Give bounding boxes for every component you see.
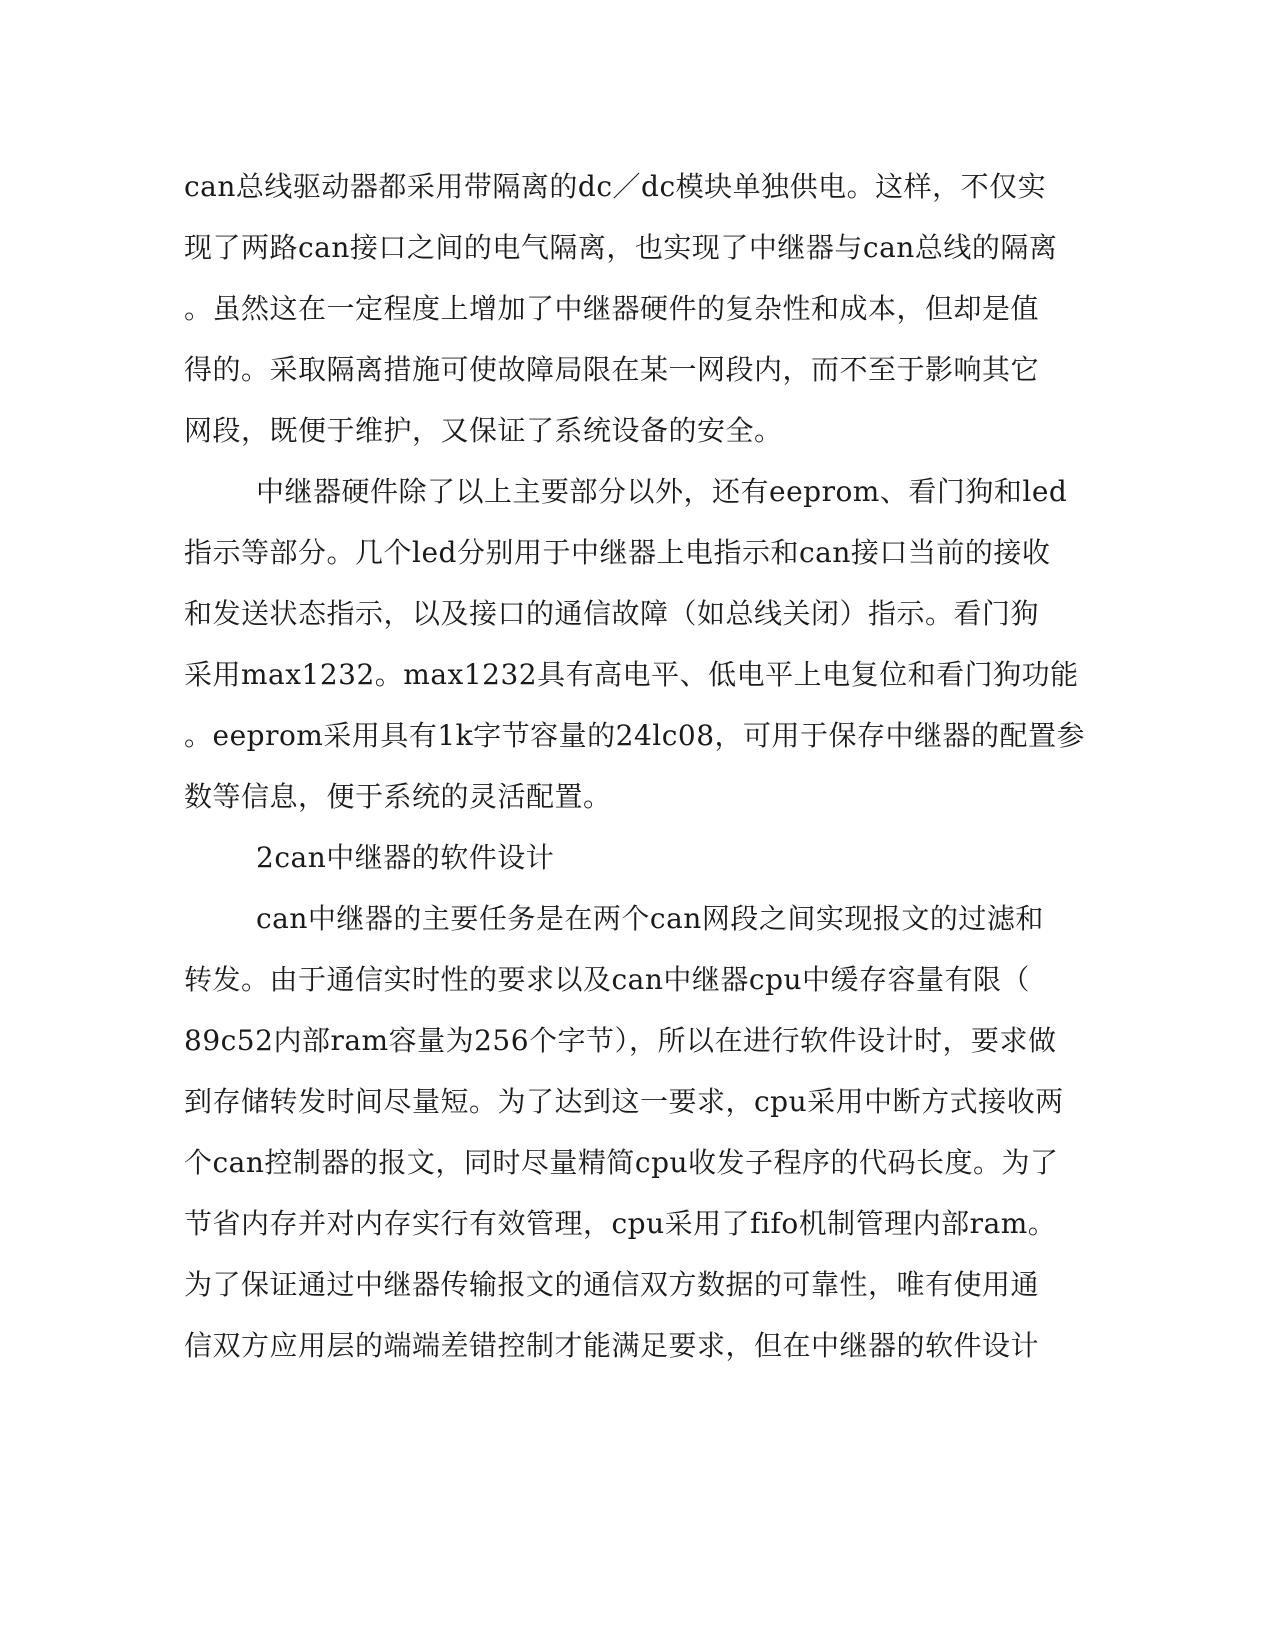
text-line: 采用max1232。max1232具有高电平、低电平上电复位和看门狗功能	[184, 658, 1079, 691]
text-line: 网段，既便于维护，又保证了系统设备的安全。	[184, 414, 783, 447]
text-line: 节省内存并对内存实行有效管理，cpu采用了fifo机制管理内部ram。	[184, 1207, 1057, 1240]
text-line: 到存储转发时间尽量短。为了达到这一要求，cpu采用中断方式接收两	[184, 1085, 1064, 1118]
text-line: 现了两路can接口之间的电气隔离，也实现了中继器与can总线的隔离	[184, 231, 1058, 264]
text-line: 得的。采取隔离措施可使故障局限在某一网段内，而不至于影响其它	[184, 353, 1040, 386]
text-line: 数等信息，便于系统的灵活配置。	[184, 780, 612, 813]
text-line: 为了保证通过中继器传输报文的通信双方数据的可靠性，唯有使用通	[184, 1268, 1040, 1301]
text-line: 指示等部分。几个led分别用于中继器上电指示和can接口当前的接收	[184, 536, 1051, 569]
paragraph-first-line: can中继器的主要任务是在两个can网段之间实现报文的过滤和	[256, 902, 1044, 935]
text-line: 个can控制器的报文，同时尽量精简cpu收发子程序的代码长度。为了	[184, 1146, 1059, 1179]
text-line: can总线驱动器都采用带隔离的dc／dc模块单独供电。这样，不仅实	[184, 170, 1047, 203]
text-line: 和发送状态指示，以及接口的通信故障（如总线关闭）指示。看门狗	[184, 597, 1040, 630]
section-heading: 2can中继器的软件设计	[256, 841, 555, 874]
text-line: 89c52内部ram容量为256个字节），所以在进行软件设计时，要求做	[184, 1024, 1057, 1057]
paragraph-first-line: 中继器硬件除了以上主要部分以外，还有eeprom、看门狗和led	[256, 475, 1068, 508]
text-line: 。eeprom采用具有1k字节容量的24lc08，可用于保存中继器的配置参	[184, 719, 1086, 752]
text-line: 转发。由于通信实时性的要求以及can中继器cpu中缓存容量有限（	[184, 963, 1031, 996]
text-line: 。虽然这在一定程度上增加了中继器硬件的复杂性和成本，但却是值	[184, 292, 1040, 325]
body-text	[184, 156, 1084, 1376]
text-line: 信双方应用层的端端差错控制才能满足要求，但在中继器的软件设计	[184, 1329, 1040, 1362]
